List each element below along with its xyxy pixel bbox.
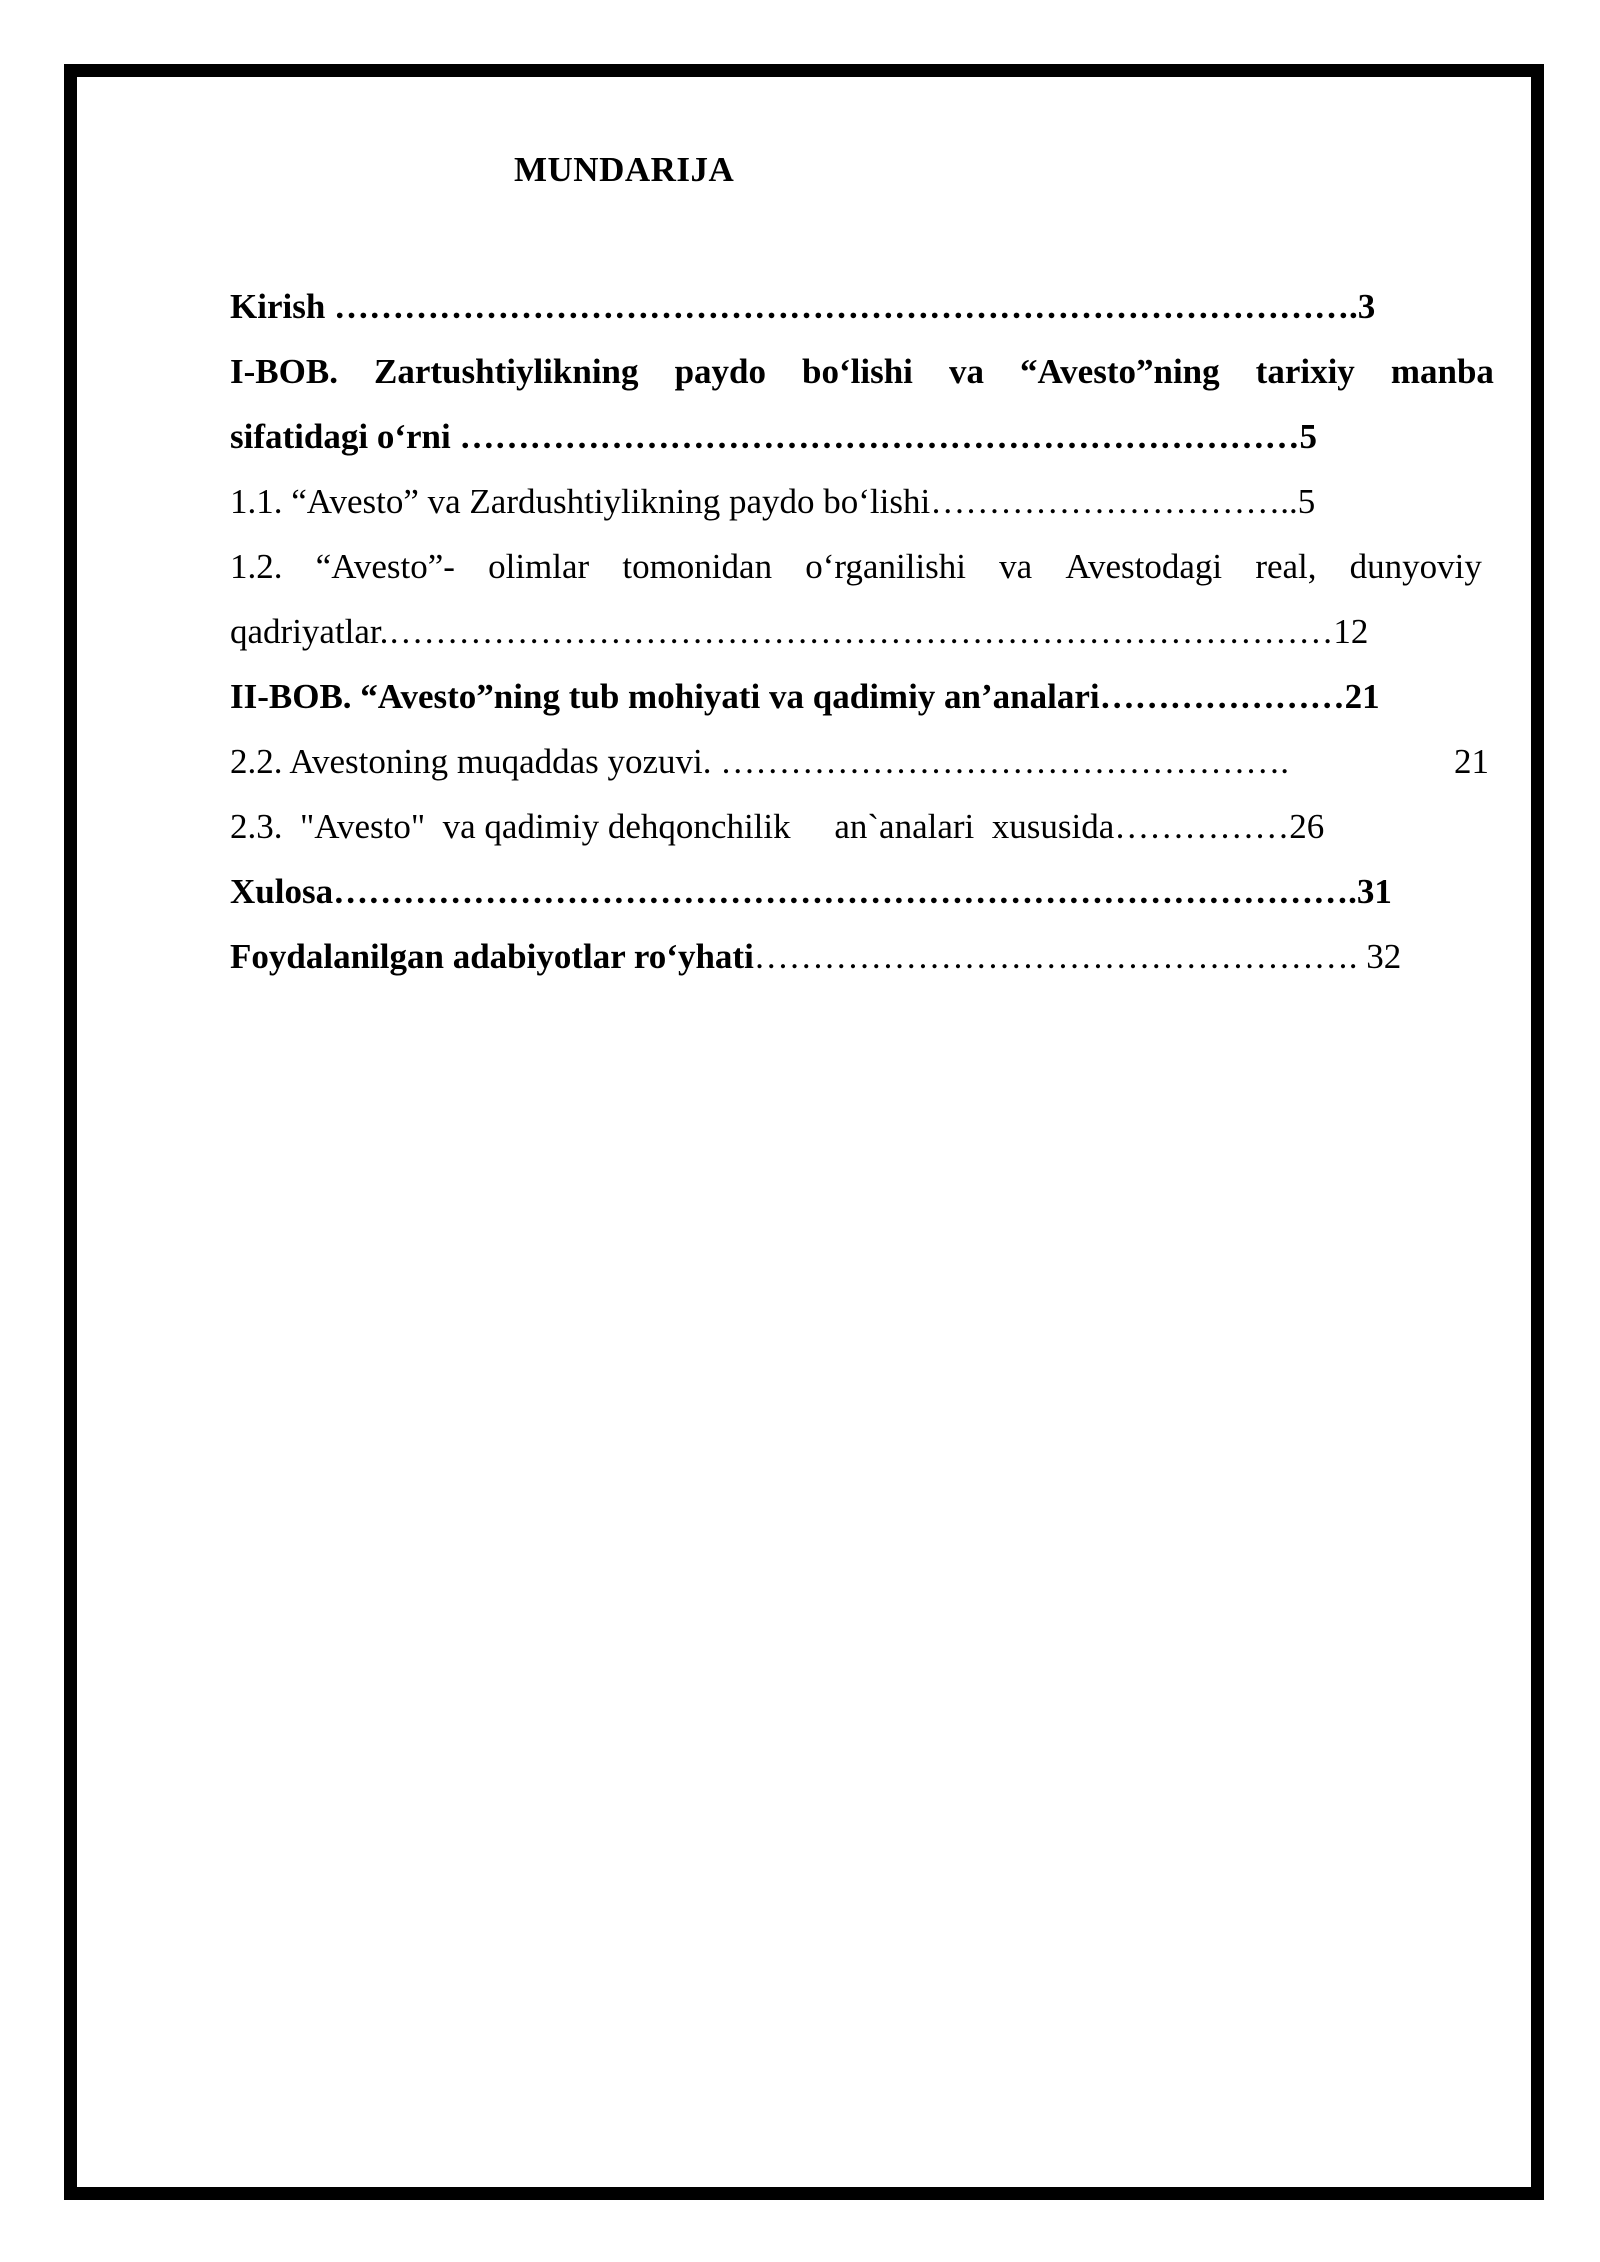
toc-page-number: 21 [1454,742,1489,781]
toc-word: “Avesto”- [315,547,455,586]
toc-leader-and-page: ……………………………………………. 32 [753,937,1402,976]
toc-word: tomonidan [622,547,773,586]
toc-word: va [999,547,1033,586]
toc-word: o‘rganilishi [805,547,966,586]
toc-entry-bob1-line2: sifatidagi o‘rni ………………………………………………………………5 [230,417,1317,456]
toc-entry-bob2: II-BOB. “Avesto”ning tub mohiyati va qadimiy an’analari…………………21 [230,677,1380,716]
toc-word: va [948,352,984,391]
toc-entry-1-2-line1 [230,542,1482,592]
toc-word: Zartushtiylikning [373,352,639,391]
toc-entry-label: Foydalanilgan adabiyotlar ro‘yhati [230,937,754,976]
toc-entry-1-2-line2: qadriyatlar.………………………………………………………………………12 [230,612,1369,651]
toc-word: 1.2. [230,547,283,586]
toc-entry-xulosa: Xulosa…………………………………………………………………………….31 [230,872,1392,911]
toc-word: bo‘lishi [802,352,913,391]
toc-entry-bob1-line1 [230,347,1494,397]
toc-entry-1-1: 1.1. “Avesto” va Zardushtiylikning paydo bo‘lishi…………………………..5 [230,482,1316,521]
toc-word: Avestodagi [1065,547,1223,586]
toc-entry-kirish: Kirish …………………………………………………………………………….3 [230,287,1376,326]
toc-entry-2-3: 2.3. "Avesto" va qadimiy dehqonchilik an`analari xususida……………26 [230,807,1325,846]
toc-word: olimlar [488,547,590,586]
toc-word: paydo [674,352,766,391]
toc-entry-2-2: 2.2. Avestoning muqaddas yozuvi. …………………………………………. [230,742,1290,781]
toc-word: I-BOB. [230,352,338,391]
toc-word: tarixiy [1255,352,1355,391]
page-title: MUNDARIJA [514,150,735,189]
toc-word: “Avesto”ning [1019,352,1220,391]
toc-word: manba [1390,352,1494,391]
toc-entry-foydalanilgan [230,932,1401,982]
toc-word: real, [1255,547,1317,586]
toc-word: dunyoviy [1349,547,1482,586]
